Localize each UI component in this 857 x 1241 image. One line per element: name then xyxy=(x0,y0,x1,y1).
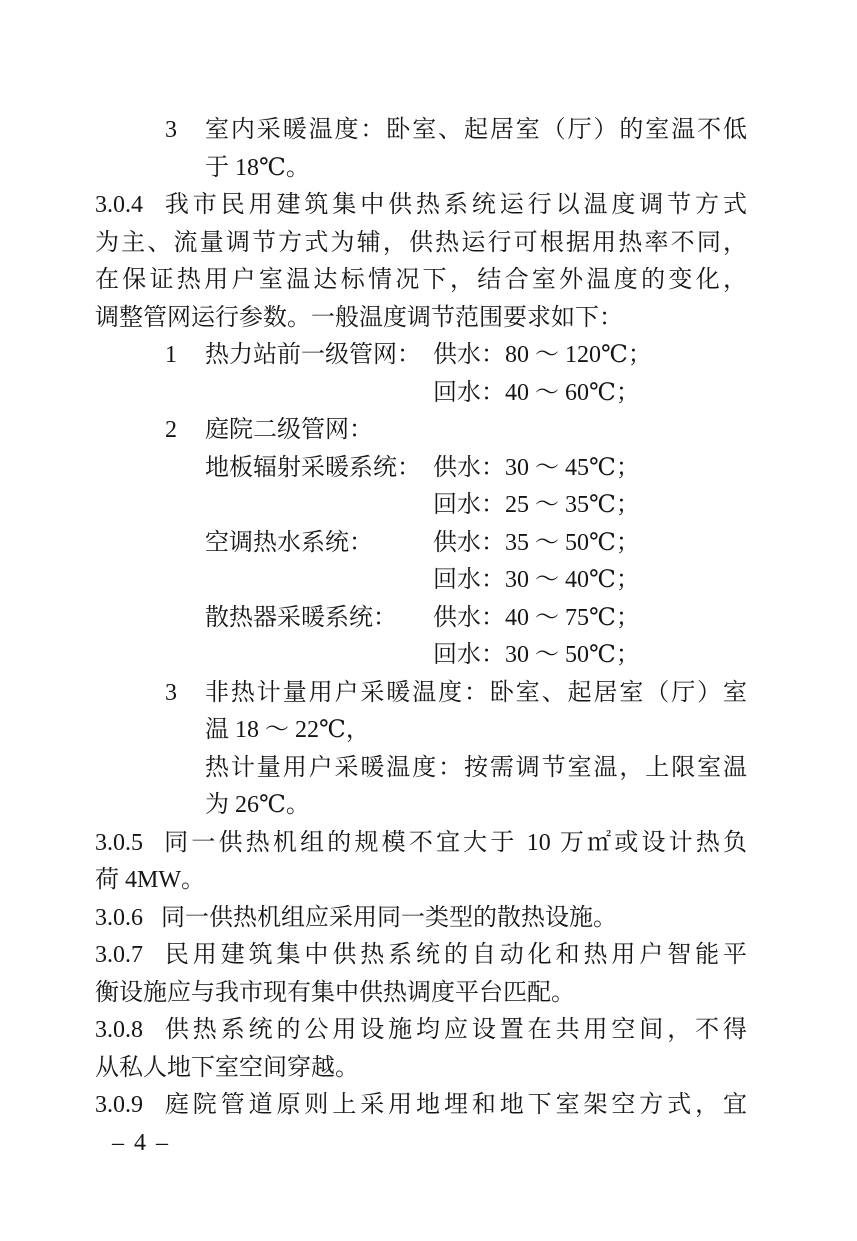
list-item-text: 热计量用户采暖温度：按需调节室温，上限室温 xyxy=(205,754,747,781)
list-item-number: 1 xyxy=(165,342,177,368)
temp-range-row-primary-return xyxy=(95,375,747,413)
list-item-indoor-temp-line-2 xyxy=(95,150,747,188)
temp-range-row-ac-return xyxy=(95,562,747,600)
temp-range-row-primary-supply xyxy=(95,337,747,375)
clause-305-line-1 xyxy=(95,825,747,863)
clause-text: 为主、流量调节方式为辅，供热运行可根据用热率不同， xyxy=(95,229,747,256)
clause-text: 从私人地下室空间穿越。 xyxy=(95,1054,359,1081)
clause-305-line-2 xyxy=(95,862,747,900)
clause-304-line-4 xyxy=(95,300,747,338)
list-item-text: 非热计量用户采暖温度：卧室、起居室（厅）室 xyxy=(205,679,747,706)
clause-text: 庭院管道原则上采用地埋和地下室架空方式，宜 xyxy=(161,1092,747,1118)
list-item-metering-line-3 xyxy=(95,750,747,788)
temp-value: 回水：25 ～ 35℃； xyxy=(433,492,640,518)
clause-text: 同一供热机组的规模不宜大于 10 万㎡或设计热负 xyxy=(161,829,747,856)
clause-309-line-1 xyxy=(95,1087,747,1125)
clause-306-line-1 xyxy=(95,900,747,938)
temp-range-row-radiator-supply xyxy=(95,600,747,638)
clause-number: 3.0.5 xyxy=(95,829,143,856)
temp-value: 供水：35 ～ 50℃； xyxy=(433,529,640,556)
clause-number: 3.0.4 xyxy=(95,192,143,218)
clause-304-line-3 xyxy=(95,262,747,300)
clause-number: 3.0.6 xyxy=(95,904,143,931)
clause-number: 3.0.9 xyxy=(95,1092,143,1118)
temp-value: 回水：40 ～ 60℃； xyxy=(433,379,640,406)
clause-text: 在保证热用户室温达标情况下，结合室外温度的变化， xyxy=(95,267,747,293)
network-label: 热力站前一级管网： xyxy=(205,342,421,368)
list-item-metering-line-1 xyxy=(95,675,747,713)
clause-307-line-2 xyxy=(95,975,747,1013)
clause-text: 我市民用建筑集中供热系统运行以温度调节方式 xyxy=(161,192,747,218)
clause-304-line-1 xyxy=(95,187,747,225)
network-label: 庭院二级管网： xyxy=(205,417,373,443)
list-item-text: 于 18℃。 xyxy=(205,154,310,181)
list-item-number: 3 xyxy=(165,117,177,143)
clause-308-line-1 xyxy=(95,1012,747,1050)
list-item-indoor-temp-line-1 xyxy=(95,112,747,150)
temp-value: 供水：80 ～ 120℃； xyxy=(433,342,652,368)
temp-value: 回水：30 ～ 40℃； xyxy=(433,567,640,593)
clause-number: 3.0.8 xyxy=(95,1017,143,1043)
list-item-number: 3 xyxy=(165,679,177,706)
list-item-metering-line-4 xyxy=(95,787,747,825)
clause-text: 同一供热机组应采用同一类型的散热设施。 xyxy=(161,904,617,931)
clause-text: 衡设施应与我市现有集中供热调度平台匹配。 xyxy=(95,979,575,1006)
clause-304-line-2 xyxy=(95,225,747,263)
temp-value: 供水：30 ～ 45℃； xyxy=(433,454,640,481)
system-label: 散热器采暖系统： xyxy=(205,604,397,631)
clause-text: 荷 4MW。 xyxy=(95,867,205,893)
clause-number: 3.0.7 xyxy=(95,942,143,968)
list-item-text: 温 18 ～ 22℃， xyxy=(205,717,370,743)
temp-range-row-floor-supply xyxy=(95,450,747,488)
clause-text: 调整管网运行参数。一般温度调节范围要求如下： xyxy=(95,304,623,331)
temp-value: 供水：40 ～ 75℃； xyxy=(433,604,640,631)
clause-text: 供热系统的公用设施均应设置在共用空间，不得 xyxy=(161,1017,747,1043)
temp-range-row-ac-supply xyxy=(95,525,747,563)
page-number: – 4 – xyxy=(112,1129,170,1156)
list-item-text: 室内采暖温度：卧室、起居室（厅）的室温不低 xyxy=(205,117,747,143)
list-item-text: 为 26℃。 xyxy=(205,792,310,818)
clause-308-line-2 xyxy=(95,1050,747,1088)
temp-range-row-radiator-return xyxy=(95,637,747,675)
clause-text: 民用建筑集中供热系统的自动化和热用户智能平 xyxy=(161,942,747,968)
system-label: 空调热水系统： xyxy=(205,529,373,556)
list-item-metering-line-2 xyxy=(95,712,747,750)
list-item-number: 2 xyxy=(165,417,177,443)
temp-range-row-floor-return xyxy=(95,487,747,525)
system-label: 地板辐射采暖系统： xyxy=(205,454,421,481)
temp-value: 回水：30 ～ 50℃； xyxy=(433,642,640,668)
clause-307-line-1 xyxy=(95,937,747,975)
temp-range-row-courtyard-header xyxy=(95,412,747,450)
